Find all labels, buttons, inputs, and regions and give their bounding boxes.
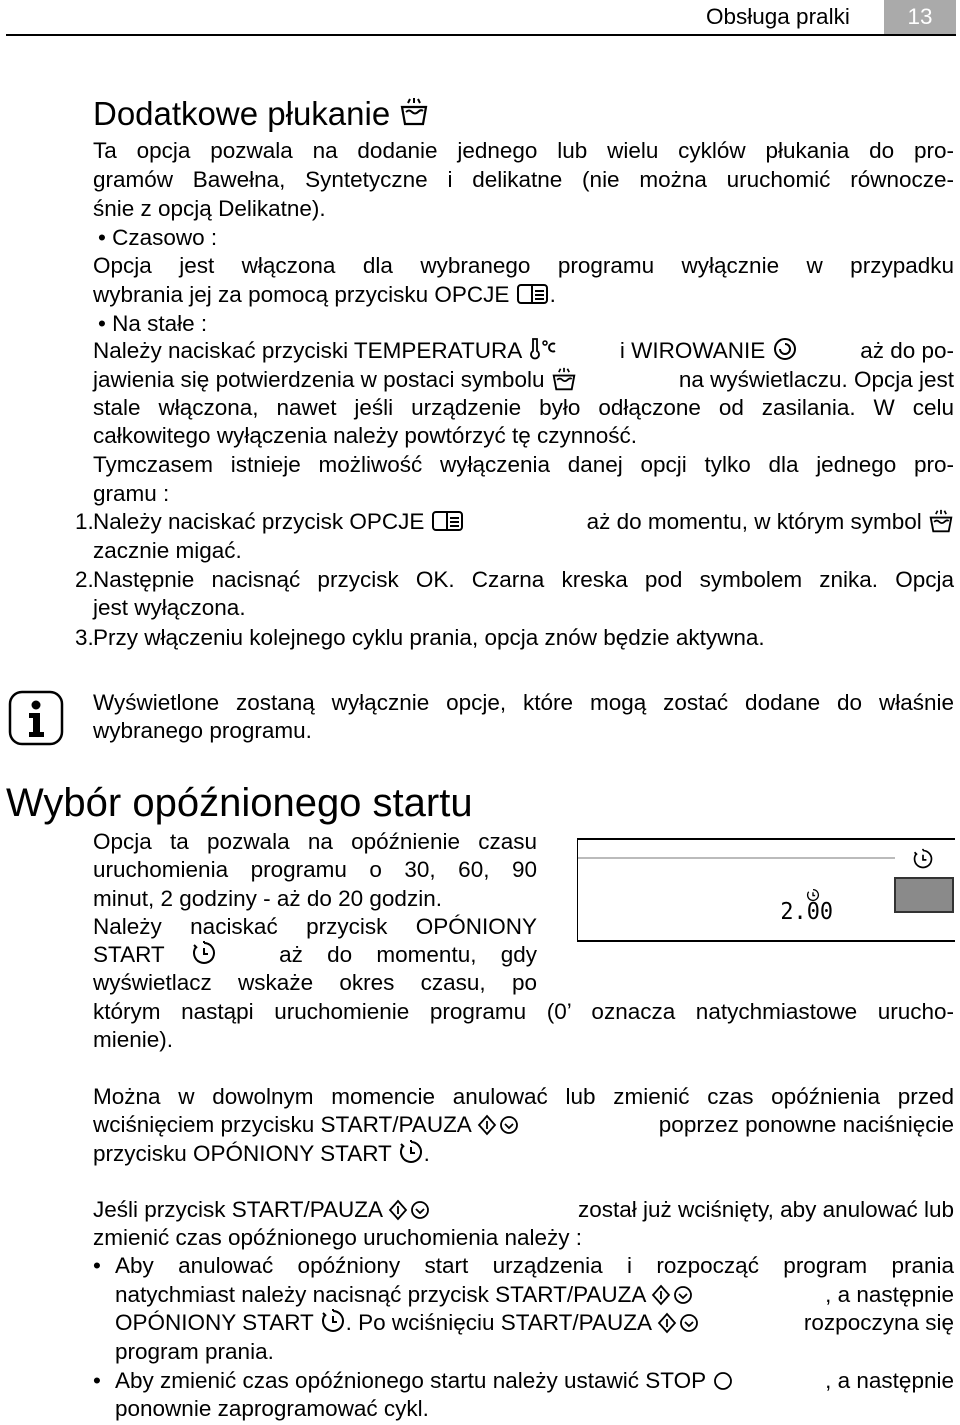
text-line: Można w dowolnym momencie anulować lub zmienić czas opóźnienia przed bbox=[93, 1084, 954, 1109]
text-span: został już wciśnięty, aby anulować lub bbox=[577, 1197, 954, 1222]
text-span bbox=[115, 1280, 695, 1309]
stop-icon bbox=[712, 1370, 734, 1392]
text-span: poprzez ponowne naciśnięcie bbox=[658, 1112, 954, 1137]
text-span: aż do po- bbox=[860, 338, 954, 363]
text-line: całkowitego wyłączenia należy powtórzyć tę czynność. bbox=[93, 423, 637, 448]
text-span: Jeśli przycisk START/PAUZA bbox=[93, 1197, 382, 1222]
text-line bbox=[93, 1195, 954, 1224]
text-span bbox=[93, 365, 577, 394]
info-note-text: Wyświetlone zostaną wyłącznie opcje, które mogą zostać dodane do właśnie bbox=[93, 690, 954, 715]
text-span bbox=[93, 336, 557, 365]
bullet-label-timed: • Czasowo : bbox=[98, 225, 218, 250]
info-icon bbox=[8, 690, 64, 746]
text-span: , a następnie bbox=[825, 1282, 954, 1307]
step-number: 2. bbox=[75, 567, 94, 592]
delay-start-icon bbox=[191, 940, 217, 966]
text-span bbox=[93, 507, 465, 536]
text-span: START bbox=[93, 942, 165, 967]
text-span bbox=[93, 1195, 432, 1224]
text-span bbox=[93, 940, 217, 969]
header-divider bbox=[6, 34, 956, 36]
text-line: Następnie nacisnąć przycisk OK. Czarna kreska pod symbolem znika. Opcja bbox=[93, 567, 954, 592]
start-pause-icon bbox=[651, 1284, 695, 1306]
start-pause-icon bbox=[657, 1312, 701, 1334]
text-span: Należy naciskać przyciski TEMPERATURA bbox=[93, 338, 522, 363]
text-line: zacznie migać. bbox=[93, 538, 242, 563]
bullet: • bbox=[93, 1253, 101, 1278]
text-span: . bbox=[549, 282, 556, 307]
text-line bbox=[93, 1110, 954, 1139]
text-line: Opcja jest włączona dla wybranego programu wyłącznie w przypadku bbox=[93, 253, 954, 278]
text-span: rozpoczyna się bbox=[803, 1310, 954, 1335]
options-icon bbox=[516, 282, 550, 306]
display-time-readout: 2.00 bbox=[780, 899, 834, 925]
text-line: jest wyłączona. bbox=[93, 595, 246, 620]
step-number: 3. bbox=[75, 625, 94, 650]
text-line bbox=[93, 280, 556, 309]
text-line bbox=[115, 1308, 954, 1337]
text-line: gramu : bbox=[93, 481, 170, 506]
page-number: 13 bbox=[884, 0, 956, 34]
text-span bbox=[115, 1308, 701, 1337]
text-span bbox=[620, 336, 798, 365]
text-line: wyświetlacz wskaże okres czasu, po bbox=[93, 970, 537, 995]
text-line: minut, 2 godziny - aż do 20 godzin. bbox=[93, 886, 442, 911]
text-span: , a następnie bbox=[825, 1368, 954, 1393]
text-span bbox=[93, 1110, 521, 1139]
bullet: • bbox=[93, 1368, 101, 1393]
text-span: Aby zmienić czas opóźnionego startu należy ustawić STOP bbox=[115, 1368, 706, 1393]
text-span bbox=[587, 507, 954, 536]
text-span bbox=[115, 1366, 734, 1395]
section-heading-extra-rinse bbox=[93, 95, 429, 133]
display-panel bbox=[577, 838, 955, 942]
text-line bbox=[93, 336, 954, 365]
text-line: Aby anulować opóźniony start urządzenia i rozpocząć program prania bbox=[115, 1253, 954, 1278]
delay-start-icon bbox=[912, 848, 934, 875]
section-heading-delay-start: Wybór opóźnionego startu bbox=[6, 781, 473, 825]
text-span: . Po wciśnięciu START/PAUZA bbox=[345, 1310, 651, 1335]
text-line bbox=[93, 1139, 430, 1168]
text-line bbox=[93, 365, 954, 394]
start-pause-icon bbox=[388, 1199, 432, 1221]
text-line: uruchomienia programu o 30, 60, 90 bbox=[93, 857, 537, 882]
text-line: Tymczasem istnieje możliwość wyłączenia danej opcji tylko dla jednego pro- bbox=[93, 452, 954, 477]
start-pause-icon bbox=[477, 1114, 521, 1136]
text-line: zmienić czas opóźnionego uruchomienia należy : bbox=[93, 1225, 583, 1250]
text-line: którym nastąpi uruchomienie programu (0’ oznacza natychmiastowe urucho- bbox=[93, 999, 954, 1024]
text-span: i WIROWANIE bbox=[619, 338, 766, 363]
text-span: wciśnięciem przycisku START/PAUZA bbox=[93, 1112, 471, 1137]
text-line: mienie). bbox=[93, 1027, 174, 1052]
options-icon bbox=[431, 509, 465, 533]
delay-start-icon bbox=[320, 1308, 346, 1334]
text-span: . bbox=[423, 1141, 430, 1166]
text-span: aż do momentu, gdy bbox=[279, 942, 537, 967]
text-line: program prania. bbox=[115, 1339, 274, 1364]
text-line: gramów Bawełna, Syntetyczne i delikatne (nie można uruchomić równocze- bbox=[93, 167, 954, 192]
text-line: ponownie zaprogramować cykl. bbox=[115, 1396, 429, 1421]
text-span: Należy naciskać przycisk OPCJE bbox=[93, 509, 425, 534]
info-note-text: wybranego programu. bbox=[93, 718, 312, 743]
text-line bbox=[93, 507, 954, 536]
text-line: Należy naciskać przycisk OPÓNIONY bbox=[93, 914, 537, 939]
text-span: jawienia się potwierdzenia w postaci symbolu bbox=[93, 367, 545, 392]
text-line bbox=[115, 1366, 954, 1395]
text-span: natychmiast należy nacisnąć przycisk START/PAUZA bbox=[115, 1282, 646, 1307]
text-span: aż do momentu, w którym symbol bbox=[586, 509, 922, 534]
text-line: śnie z opcją Delikatne). bbox=[93, 196, 326, 221]
text-span: przycisku OPÓNIONY START bbox=[93, 1141, 392, 1166]
text-line: Ta opcja pozwala na dodanie jednego lub wielu cyklów płukania do pro- bbox=[93, 138, 954, 163]
text-line: stale włączona, nawet jeśli urządzenie było odłączone od zasilania. W celu bbox=[93, 395, 954, 420]
extra-rinse-icon bbox=[551, 367, 577, 391]
text-line bbox=[93, 940, 537, 969]
delay-start-icon bbox=[398, 1139, 424, 1165]
text-line: Przy włączeniu kolejnego cyklu prania, opcja znów będzie aktywna. bbox=[93, 625, 765, 650]
text-span: na wyświetlaczu. Opcja jest bbox=[678, 367, 954, 392]
extra-rinse-icon bbox=[399, 97, 429, 127]
heading-text: Dodatkowe płukanie bbox=[93, 95, 391, 132]
spin-icon bbox=[772, 336, 798, 362]
bullet-label-permanent: • Na stałe : bbox=[98, 311, 208, 336]
text-line: Opcja ta pozwala na opóźnienie czasu bbox=[93, 829, 537, 854]
text-span: OPÓNIONY START bbox=[115, 1310, 314, 1335]
text-line bbox=[115, 1280, 954, 1309]
text-span: wybrania jej za pomocą przycisku OPCJE bbox=[93, 282, 510, 307]
header-title: Obsługa pralki bbox=[706, 4, 850, 29]
temperature-icon bbox=[527, 336, 557, 362]
step-number: 1. bbox=[75, 509, 94, 534]
extra-rinse-icon bbox=[928, 509, 954, 533]
